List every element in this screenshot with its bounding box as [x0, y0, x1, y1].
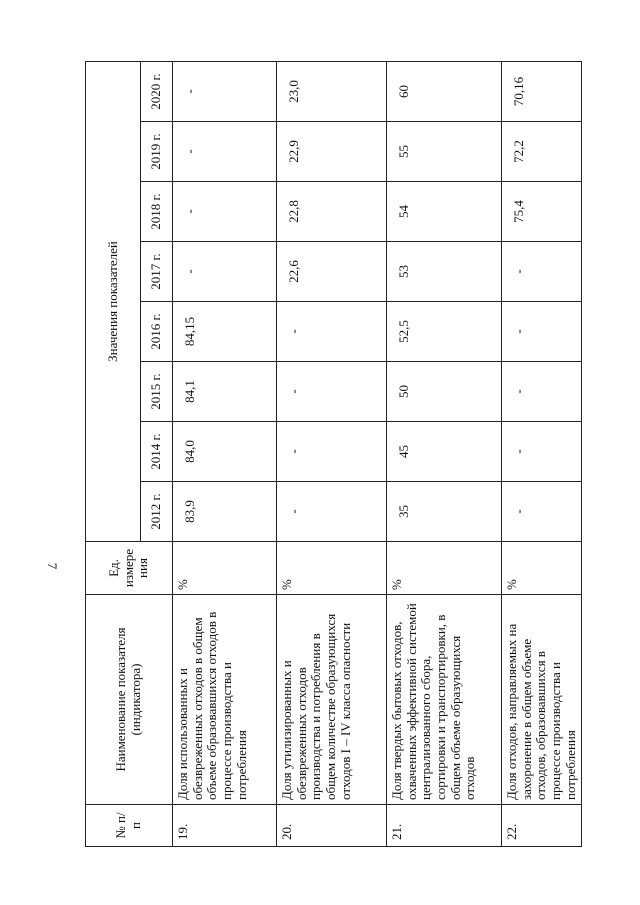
header-year: 2015 г. — [141, 362, 173, 422]
row-value: 60 — [387, 61, 502, 121]
row-value: - — [173, 182, 277, 242]
header-name: Наименование показателя (индикатора) — [86, 595, 173, 805]
rotated-table-wrapper — [85, 62, 581, 847]
row-value: - — [173, 242, 277, 302]
row-value: - — [277, 362, 387, 422]
header-year: 2016 г. — [141, 302, 173, 362]
header-year: 2018 г. — [141, 182, 173, 242]
row-value: 83,9 — [173, 482, 277, 542]
row-value: 75,4 — [502, 182, 582, 242]
header-num: № п/п — [86, 805, 173, 847]
header-year: 2014 г. — [141, 422, 173, 482]
header-year: 2012 г. — [141, 482, 173, 542]
row-name: Доля использованных и обезвреженных отходов в общем объеме образовавшихся отходов в процессе производства и потребления — [173, 595, 277, 805]
row-value: - — [502, 422, 582, 482]
table-row — [173, 61, 277, 846]
row-value: 22,9 — [277, 122, 387, 182]
row-value: - — [502, 362, 582, 422]
row-value: - — [173, 61, 277, 121]
row-name: Доля твердых бытовых отходов, охваченных эффективной системой централизованного сбора, сортировки и транспортировки, в общем объеме образующихся отходов — [387, 595, 502, 805]
row-value: 55 — [387, 122, 502, 182]
row-value: 22,8 — [277, 182, 387, 242]
row-value: 70,16 — [502, 61, 582, 121]
row-value: - — [173, 122, 277, 182]
row-unit: % — [173, 542, 277, 595]
row-value: - — [502, 242, 582, 302]
row-num: 21. — [387, 805, 502, 847]
row-value: 23,0 — [277, 61, 387, 121]
row-unit: % — [277, 542, 387, 595]
row-num: 20. — [277, 805, 387, 847]
row-unit: % — [387, 542, 502, 595]
row-value: - — [277, 302, 387, 362]
row-value: 22,6 — [277, 242, 387, 302]
header-year: 2020 г. — [141, 61, 173, 121]
row-value: 84,0 — [173, 422, 277, 482]
header-row-group — [86, 61, 141, 846]
row-value: 84,1 — [173, 362, 277, 422]
row-value: 84,15 — [173, 302, 277, 362]
row-value: 53 — [387, 242, 502, 302]
page-number: 7 — [45, 562, 60, 570]
table-row — [502, 61, 582, 846]
row-value: - — [277, 422, 387, 482]
row-value: 54 — [387, 182, 502, 242]
row-value: 35 — [387, 482, 502, 542]
row-value: 45 — [387, 422, 502, 482]
table-row — [277, 61, 387, 846]
row-value: 72,2 — [502, 122, 582, 182]
header-year: 2019 г. — [141, 122, 173, 182]
table-row — [387, 61, 502, 846]
header-year: 2017 г. — [141, 242, 173, 302]
row-value: - — [277, 482, 387, 542]
indicators-table — [85, 61, 582, 847]
row-value: - — [502, 302, 582, 362]
header-unit: Ед. измере ния — [86, 542, 173, 595]
row-name: Доля отходов, направляемых на захоронение в общем объеме отходов, образовавшихся в процессе производства и потребления — [502, 595, 582, 805]
row-num: 19. — [173, 805, 277, 847]
row-value: 52,5 — [387, 302, 502, 362]
row-num: 22. — [502, 805, 582, 847]
row-value: - — [502, 482, 582, 542]
row-unit: % — [502, 542, 582, 595]
header-values-group: Значения показателей — [86, 61, 141, 541]
row-value: 50 — [387, 362, 502, 422]
row-name: Доля утилизированных и обезвреженных отходов производства и потребления в общем количестве образующихся отходов I – IV класса опасности — [277, 595, 387, 805]
